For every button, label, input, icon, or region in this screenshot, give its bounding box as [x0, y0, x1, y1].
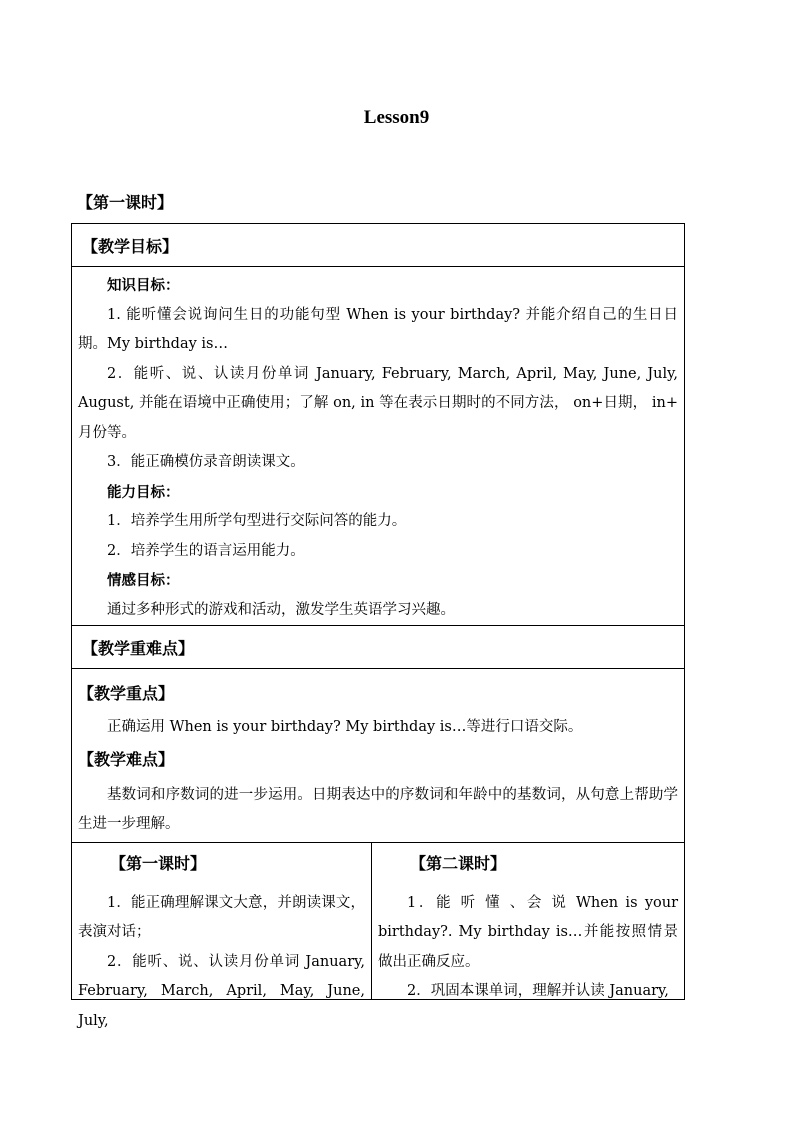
lesson2-cell: [372, 842, 685, 999]
key-difficult-body: [72, 669, 685, 843]
lesson1-item-2: 2．能听、说、认读月份单词 January, February, March, April, May, June, July,: [78, 953, 365, 1029]
knowledge-item-3: 3．能正确模仿录音朗读课文。: [107, 454, 305, 470]
objectives-body: [72, 267, 685, 626]
objectives-body-row: [72, 267, 685, 626]
ability-item-2: 2．培养学生的语言运用能力。: [107, 542, 305, 559]
lesson1-heading: 【第一课时】: [110, 853, 207, 873]
page-title: Lesson9: [363, 107, 430, 128]
knowledge-item-1: 1. 能听懂会说询问生日的功能句型 When is your birthday? 并能介绍自己的生日日期。My birthday is…: [78, 306, 679, 352]
key-points-title: 【教学重点】: [78, 684, 175, 703]
objectives-heading: 【教学目标】: [72, 224, 685, 267]
ability-item-1: 1．培养学生用所学句型进行交际问答的能力。: [107, 513, 407, 529]
knowledge-title: 知识目标：: [107, 277, 180, 294]
difficult-points-text: 基数词和序数词的进一步运用。日期表达中的序数词和年龄中的基数词，从句意上帮助学生进一步理解。: [78, 786, 679, 832]
objectives-header-row: [72, 224, 685, 267]
lesson1-cell: [72, 842, 372, 1029]
emotion-item-1: 通过多种形式的游戏和活动，激发学生英语学习兴趣。: [107, 601, 455, 618]
lessons-row: [72, 842, 685, 999]
key-difficult-body-row: [72, 669, 685, 843]
difficult-points-title: 【教学难点】: [78, 749, 175, 769]
knowledge-item-2: 2．能听、说、认读月份单词 January, February, March, April, May, June, July, August, 并能在语境中正确使用；了解 on, in 等在表示日期时的不同方法， on+日期， in+ 月份等。: [78, 365, 679, 441]
lesson2-heading: 【第二课时】: [410, 853, 507, 873]
key-difficult-heading: 【教学重难点】: [72, 626, 685, 669]
lesson2-item-1: 1．能 听 懂 、会 说 When is your birthday?. My birthday is…并能按照情景做出正确反应。: [378, 894, 679, 970]
lesson-plan-table: [71, 223, 685, 1029]
key-points-text: 正确运用 When is your birthday? My birthday is…等进行口语交际。: [107, 719, 583, 735]
lesson2-item-2: 2．巩固本课单词，理解并认读 January,: [407, 983, 669, 999]
lesson-label: 【第一课时】: [77, 193, 174, 212]
key-difficult-header-row: [72, 626, 685, 669]
emotion-title: 情感目标：: [107, 572, 180, 589]
lesson1-item-1: 1．能正确理解课文大意，并朗读课文，表演对话；: [78, 894, 365, 940]
ability-title: 能力目标：: [107, 483, 180, 501]
